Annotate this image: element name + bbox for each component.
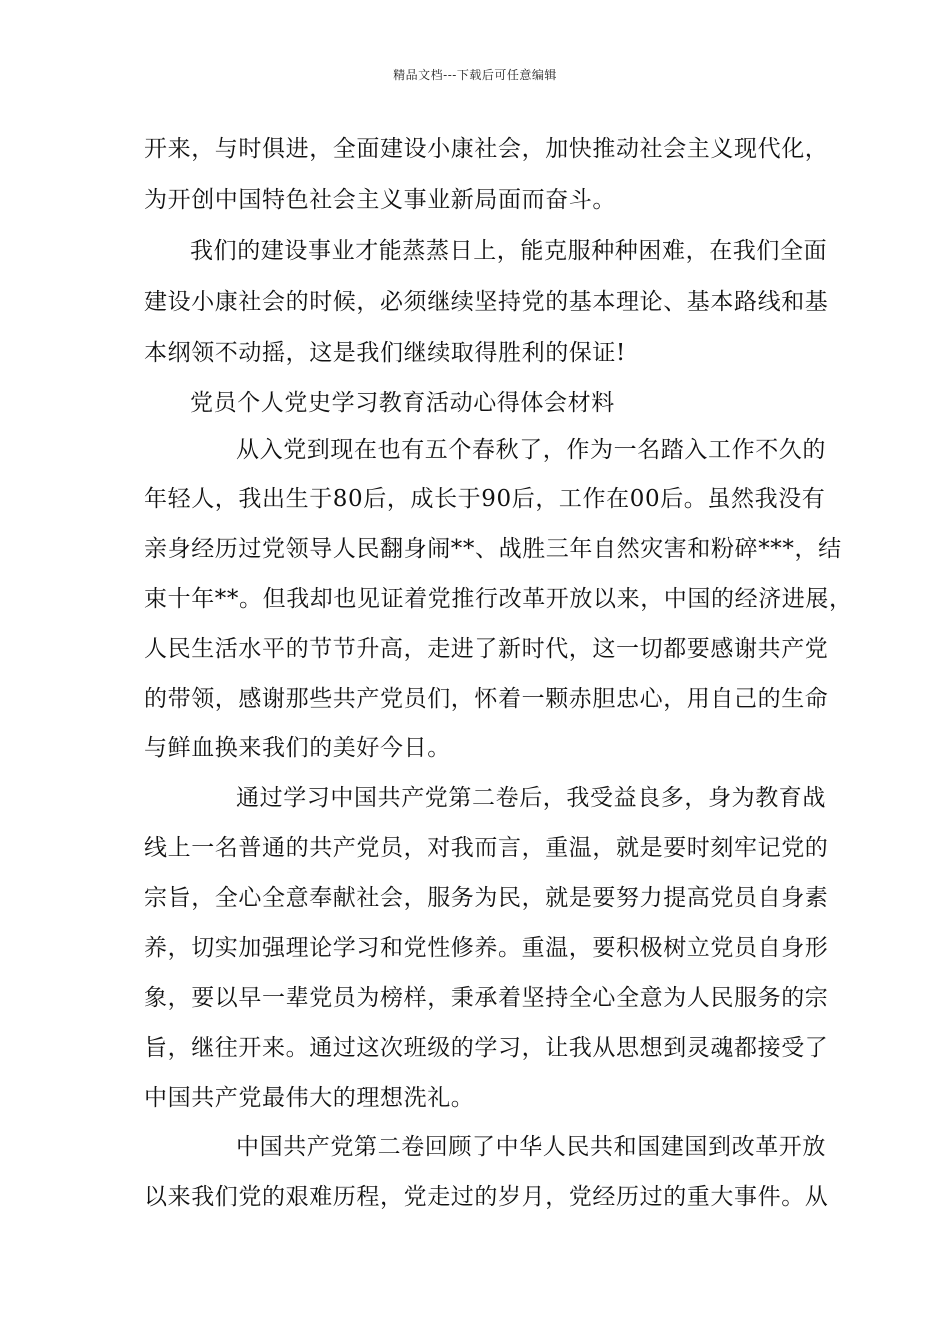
text-line: 开来，与时俱进，全面建设小康社会，加快推动社会主义现代化，: [144, 136, 829, 162]
text-line: 束十年**。但我却也见证着党推行改革开放以来，中国的经济进展，: [144, 586, 853, 612]
section-title: 党员个人党史学习教育活动心得体会材料: [190, 390, 615, 416]
paragraph-first-line: 通过学习中国共产党第二卷后，我受益良多，身为教育战: [236, 785, 826, 811]
text-line: 人民生活水平的节节升高，走进了新时代，这一切都要感谢共产党: [144, 636, 829, 662]
text-line: 象，要以早一辈党员为榜样，秉承着坚持全心全意为人民服务的宗: [144, 985, 829, 1011]
paragraph-first-line: 我们的建设事业才能蒸蒸日上，能克服种种困难，在我们全面: [190, 238, 828, 264]
text-line: 宗旨，全心全意奉献社会，服务为民，就是要努力提高党员自身素: [144, 885, 829, 911]
text-line: 为开创中国特色社会主义事业新局面而奋斗。: [144, 187, 616, 213]
page-header: 精品文档---下载后可任意编辑: [393, 68, 557, 82]
text-line: 中国共产党最伟大的理想洗礼。: [144, 1085, 475, 1111]
text-line: 亲身经历过党领导人民翻身闹**、战胜三年自然灾害和粉碎***，结: [144, 536, 842, 562]
text-line: 年轻人，我出生于80后，成长于90后，工作在00后。虽然我没有: [144, 486, 826, 512]
text-line: 以来我们党的艰难历程，党走过的岁月，党经历过的重大事件。从: [144, 1184, 829, 1210]
paragraph-first-line: 中国共产党第二卷回顾了中华人民共和国建国到改革开放: [236, 1134, 826, 1160]
text-line: 本纲领不动摇，这是我们继续取得胜利的保证!: [144, 340, 626, 366]
text-line: 的带领，感谢那些共产党员们，怀着一颗赤胆忠心，用自己的生命: [144, 686, 829, 712]
text-line: 旨，继往开来。通过这次班级的学习，让我从思想到灵魂都接受了: [144, 1035, 829, 1061]
text-line: 建设小康社会的时候，必须继续坚持党的基本理论、基本路线和基: [144, 289, 829, 315]
text-line: 线上一名普通的共产党员，对我而言，重温，就是要时刻牢记党的: [144, 835, 829, 861]
text-line: 养，切实加强理论学习和党性修养。重温，要积极树立党员自身形: [144, 935, 829, 961]
paragraph-first-line: 从入党到现在也有五个春秋了，作为一名踏入工作不久的: [236, 437, 826, 463]
text-line: 与鲜血换来我们的美好今日。: [144, 735, 451, 761]
